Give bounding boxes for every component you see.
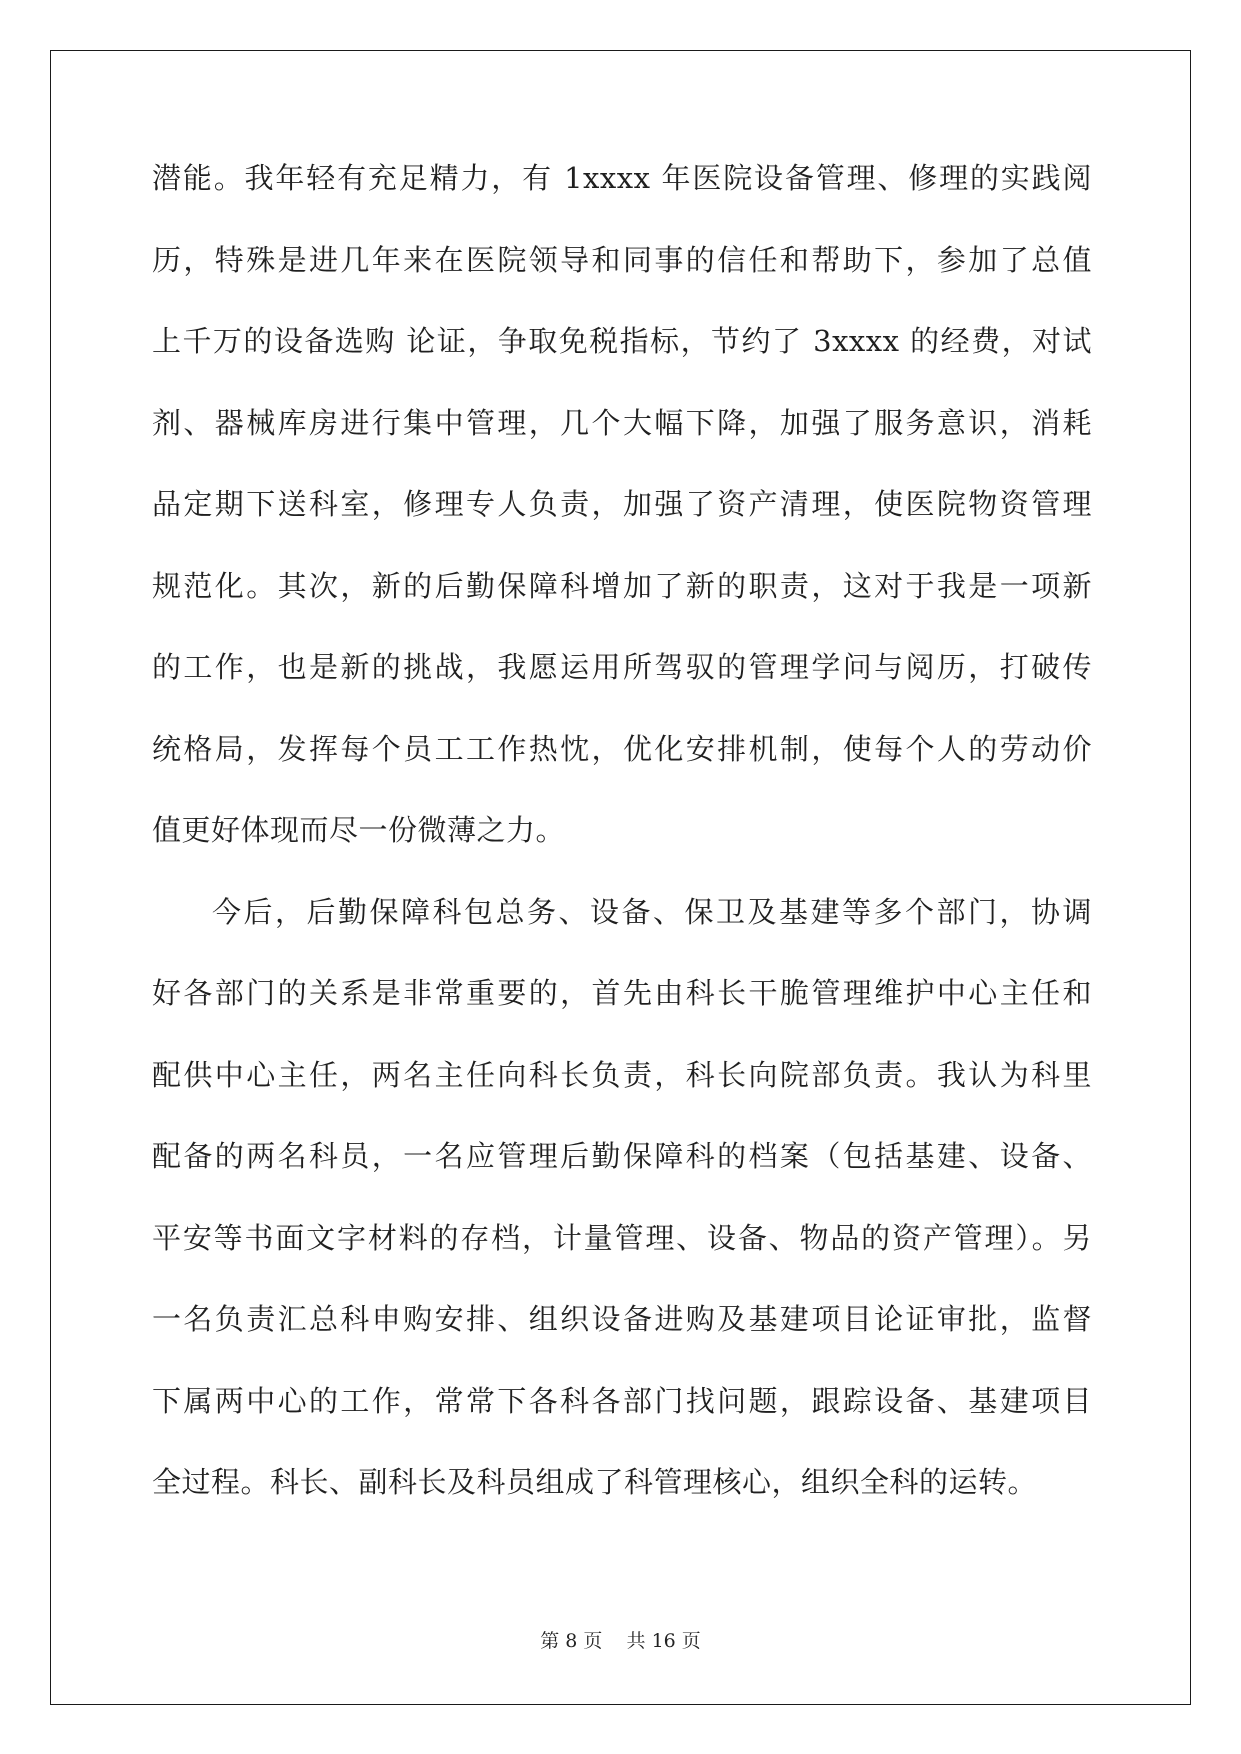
text-line: 统格局，发挥每个员工工作热忱，优化安排机制，使每个人的劳动价: [152, 731, 1092, 766]
text-line: 好各部门的关系是非常重要的，首先由科长干脆管理维护中心主任和: [152, 976, 1092, 1010]
text-line: 配供中心主任，两名主任向科长负责，科长向院部负责。我认为科里: [152, 1057, 1092, 1092]
text-line: 品定期下送科室，修理专人负责，加强了资产清理，使医院物资管理: [152, 487, 1092, 521]
text-line: 值更好体现而尽一份微薄之力。: [152, 813, 566, 847]
text-line: 历，特殊是进几年来在医院领导和同事的信任和帮助下，参加了总值: [152, 242, 1092, 277]
text-line: 一名负责汇总科申购安排、组织设备进购及基建项目论证审批，监督: [152, 1302, 1092, 1336]
text-line: 上千万的设备选购 论证，争取免税指标，节约了 3xxxx 的经费，对试: [152, 324, 1092, 358]
text-line: 潜能。我年轻有充足精力，有 1xxxx 年医院设备管理、修理的实践阅: [152, 161, 1092, 195]
text-line: 下属两中心的工作，常常下各科各部门找问题，跟踪设备、基建项目: [152, 1383, 1092, 1418]
page-footer: [0, 1626, 1241, 1653]
text-line: 剂、器械库房进行集中管理，几个大幅下降，加强了服务意识，消耗: [152, 405, 1092, 440]
text-line: 全过程。科长、副科长及科员组成了科管理核心，组织全科的运转。: [152, 1465, 1038, 1499]
text-line: 平安等书面文字材料的存档，计量管理、设备、物品的资产管理）。另: [152, 1220, 1092, 1255]
document-body: [152, 158, 1092, 1544]
text-line: 配备的两名科员，一名应管理后勤保障科的档案（包括基建、设备、: [152, 1139, 1092, 1173]
text-line: 规范化。其次，新的后勤保障科增加了新的职责，这对于我是一项新: [152, 568, 1092, 603]
page-number: 第 8 页: [540, 1630, 603, 1652]
text-line: 的工作，也是新的挑战，我愿运用所驾驭的管理学问与阅历，打破传: [152, 650, 1092, 684]
page-total: 共 16 页: [626, 1630, 701, 1652]
text-line: 今后，后勤保障科包总务、设备、保卫及基建等多个部门，协调: [212, 894, 1092, 929]
